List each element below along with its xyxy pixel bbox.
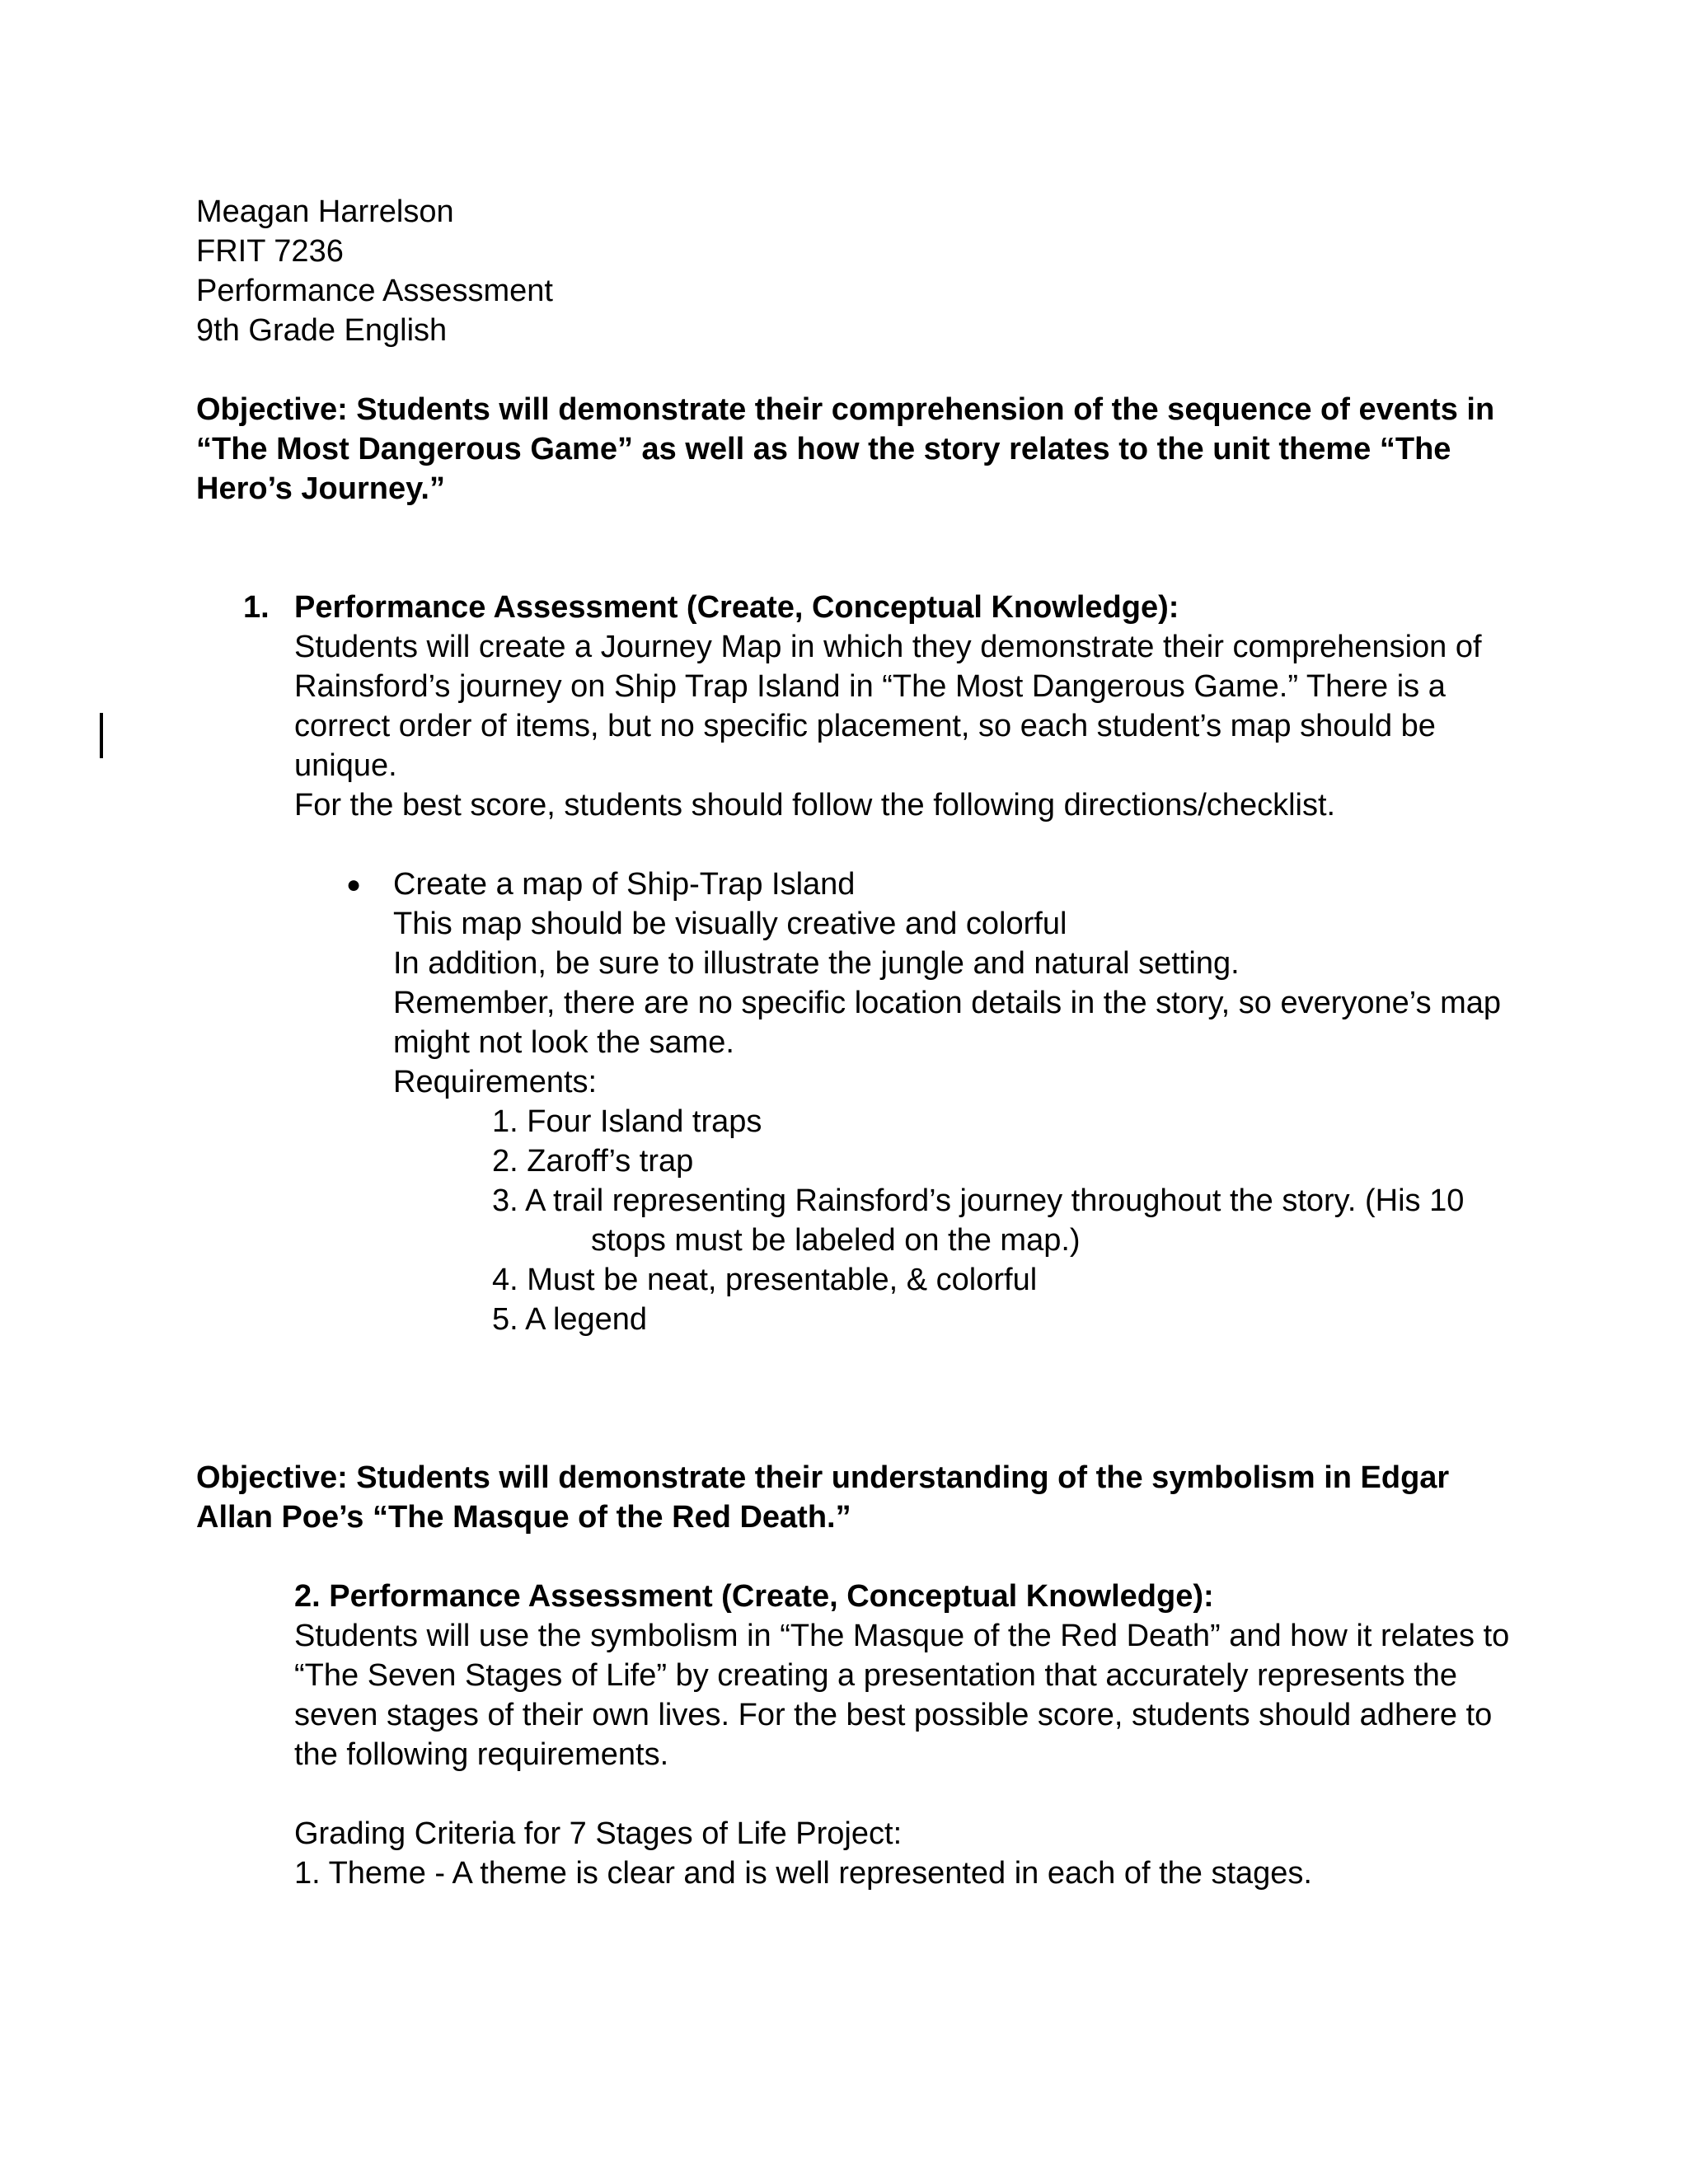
bullet-line-6: Requirements: [393,1065,598,1099]
text-cursor [100,713,103,758]
objective-1-line-1: Objective: Students will demonstrate their comprehension of the sequence of events in [196,392,1495,427]
assessment-1-number: 1. [243,590,270,625]
assignment-title: Performance Assessment [196,274,553,308]
bullet-line-2: This map should be visually creative and colorful [393,907,1067,941]
objective-1-line-3: Hero’s Journey.” [196,471,445,506]
assessment-2-title: 2. Performance Assessment (Create, Conceptual Knowledge): [294,1579,1214,1614]
assessment-1-body-line-4: unique. [294,748,397,783]
assessment-2-body-line-2: “The Seven Stages of Life” by creating a presentation that accurately represents the [294,1658,1458,1693]
requirement-4: 4. Must be neat, presentable, & colorful [492,1263,1038,1297]
bullet-line-5: might not look the same. [393,1025,734,1060]
assessment-1-body-line-2: Rainsford’s journey on Ship Trap Island in “The Most Dangerous Game.” There is a [294,669,1446,704]
requirement-2: 2. Zaroff’s trap [492,1144,694,1179]
assessment-1-title: Performance Assessment (Create, Conceptual Knowledge): [294,590,1179,625]
bullet-line-1: Create a map of Ship-Trap Island [393,867,856,902]
requirement-5: 5. A legend [492,1302,648,1337]
assessment-2-body-line-1: Students will use the symbolism in “The Masque of the Red Death” and how it relates to [294,1619,1510,1653]
objective-2-line-2: Allan Poe’s “The Masque of the Red Death.” [196,1500,851,1535]
assessment-2-body-line-3: seven stages of their own lives. For the best possible score, students should adhere to [294,1698,1493,1732]
author-name: Meagan Harrelson [196,194,454,229]
assessment-1-body-line-3: correct order of items, but no specific placement, so each student’s map should be [294,709,1436,743]
grade-subject: 9th Grade English [196,313,448,348]
objective-2-line-1: Objective: Students will demonstrate their understanding of the symbolism in Edgar [196,1460,1450,1495]
assessment-1-body-line-1: Students will create a Journey Map in which they demonstrate their comprehension of [294,630,1482,664]
grading-criteria-heading: Grading Criteria for 7 Stages of Life Project: [294,1816,903,1851]
requirement-3: 3. A trail representing Rainsford’s journey throughout the story. (His 10 [492,1183,1465,1218]
objective-1-line-2: “The Most Dangerous Game” as well as how the story relates to the unit theme “The [196,432,1451,466]
requirement-1: 1. Four Island traps [492,1104,762,1139]
grading-criterion-1: 1. Theme - A theme is clear and is well represented in each of the stages. [294,1856,1312,1891]
assessment-1-body-line-5: For the best score, students should follow the following directions/checklist. [294,788,1336,823]
bullet-dot-icon: ● [346,871,362,898]
assessment-2-body-line-4: the following requirements. [294,1737,669,1772]
bullet-line-3: In addition, be sure to illustrate the jungle and natural setting. [393,946,1240,981]
requirement-3-continued: stops must be labeled on the map.) [591,1223,1081,1258]
course-code: FRIT 7236 [196,234,344,269]
bullet-line-4: Remember, there are no specific location details in the story, so everyone’s map [393,986,1502,1020]
